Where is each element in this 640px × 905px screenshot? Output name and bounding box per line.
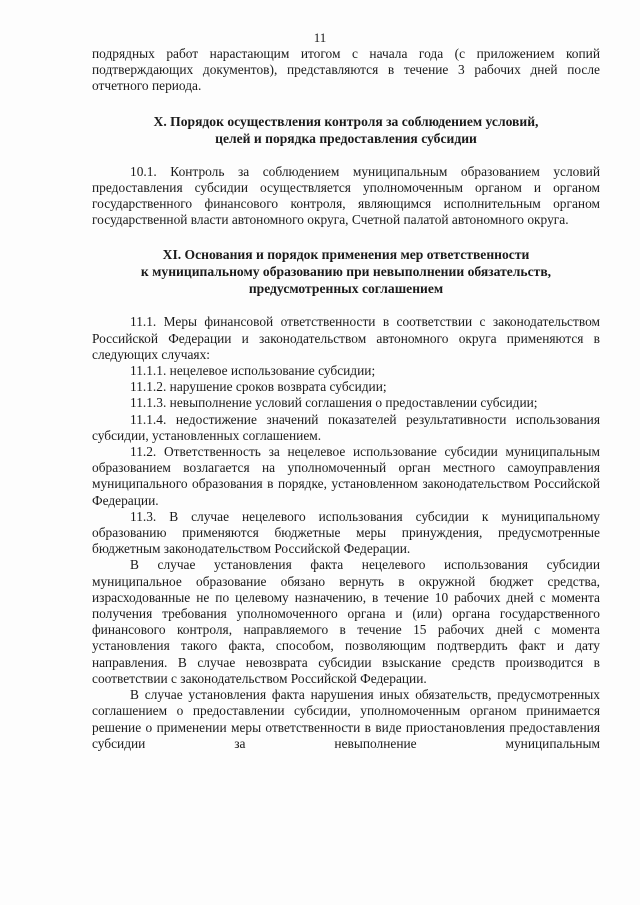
page-number: 11 — [313, 30, 327, 45]
paragraph-10-1: 10.1. Контроль за соблюдением муниципальным образованием условий предоставления субсидии осуществляется уполномоченным органом и органом государственного финансового контроля, являющимся исполнительным органом государственной власти автономного округа, Счетной палатой автономного округа. — [92, 163, 600, 228]
list-item-11-1-1: 11.1.1. нецелевое использование субсидии; — [130, 363, 376, 379]
section-xi-heading — [92, 246, 600, 297]
section-xi-title-line3: предусмотренных соглашением — [248, 281, 444, 297]
document-body — [92, 46, 600, 752]
paragraph-11-1: 11.1. Меры финансовой ответственности в соответствии с законодательством Российской Федерации и законодательством автономного округа применяются в следующих случаях: — [92, 314, 600, 362]
section-xi-title-line1: XI. Основания и порядок применения мер ответственности — [162, 247, 530, 263]
paragraph-11-2: 11.2. Ответственность за нецелевое использование субсидии муниципальным образованием возлагается на уполномоченный орган местного самоуправления муниципального образования в порядке, установленном законодательством Российской Федерации. — [92, 444, 600, 508]
list-item-11-1-3: 11.1.3. невыполнение условий соглашения о предоставлении субсидии; — [130, 395, 538, 411]
section-x-title-line1: X. Порядок осуществления контроля за соблюдением условий, — [153, 113, 539, 129]
section-x-title-line2: целей и порядка предоставления субсидии — [215, 130, 477, 146]
section-x-heading — [92, 113, 600, 147]
paragraph-other-obligations: В случае установления факта нарушения иных обязательств, предусмотренных соглашением о предоставлении субсидии, уполномоченным органом принимается решение о применении меры ответственности в виде приостановления предоставления субсидии за невыполнение муниципальным — [92, 687, 600, 751]
intro-paragraph: подрядных работ нарастающим итогом с начала года (с приложением копий подтверждающих документов), представляются в течение 3 рабочих дней после отчетного периода. — [92, 46, 600, 94]
section-xi-title-line2: к муниципальному образованию при невыполнении обязательств, — [140, 264, 552, 280]
paragraph-misuse: В случае установления факта нецелевого использования субсидии муниципальное образование обязано вернуть в окружной бюджет средства, израсходованные не по целевому назначению, в течение 10 рабочих дней с момента получения требования уполномоченного органа и (или) органа государственного финансового контроля, направляемого в течение 15 рабочих дней с момента установления такого факта, способом, позволяющим подтвердить факт и дату направления. В случае невозврата субсидии взыскание средств производится в соответствии с законодательством Российской Федерации. — [92, 557, 600, 686]
paragraph-11-3: 11.3. В случае нецелевого использования субсидии к муниципальному образованию применяются бюджетные меры принуждения, предусмотренные бюджетным законодательством Российской Федерации. — [92, 508, 600, 557]
list-item-11-1-4: 11.1.4. недостижение значений показателей результативности использования субсидии, установленных соглашением. — [92, 411, 600, 443]
list-item-11-1-2: 11.1.2. нарушение сроков возврата субсидии; — [130, 379, 387, 395]
